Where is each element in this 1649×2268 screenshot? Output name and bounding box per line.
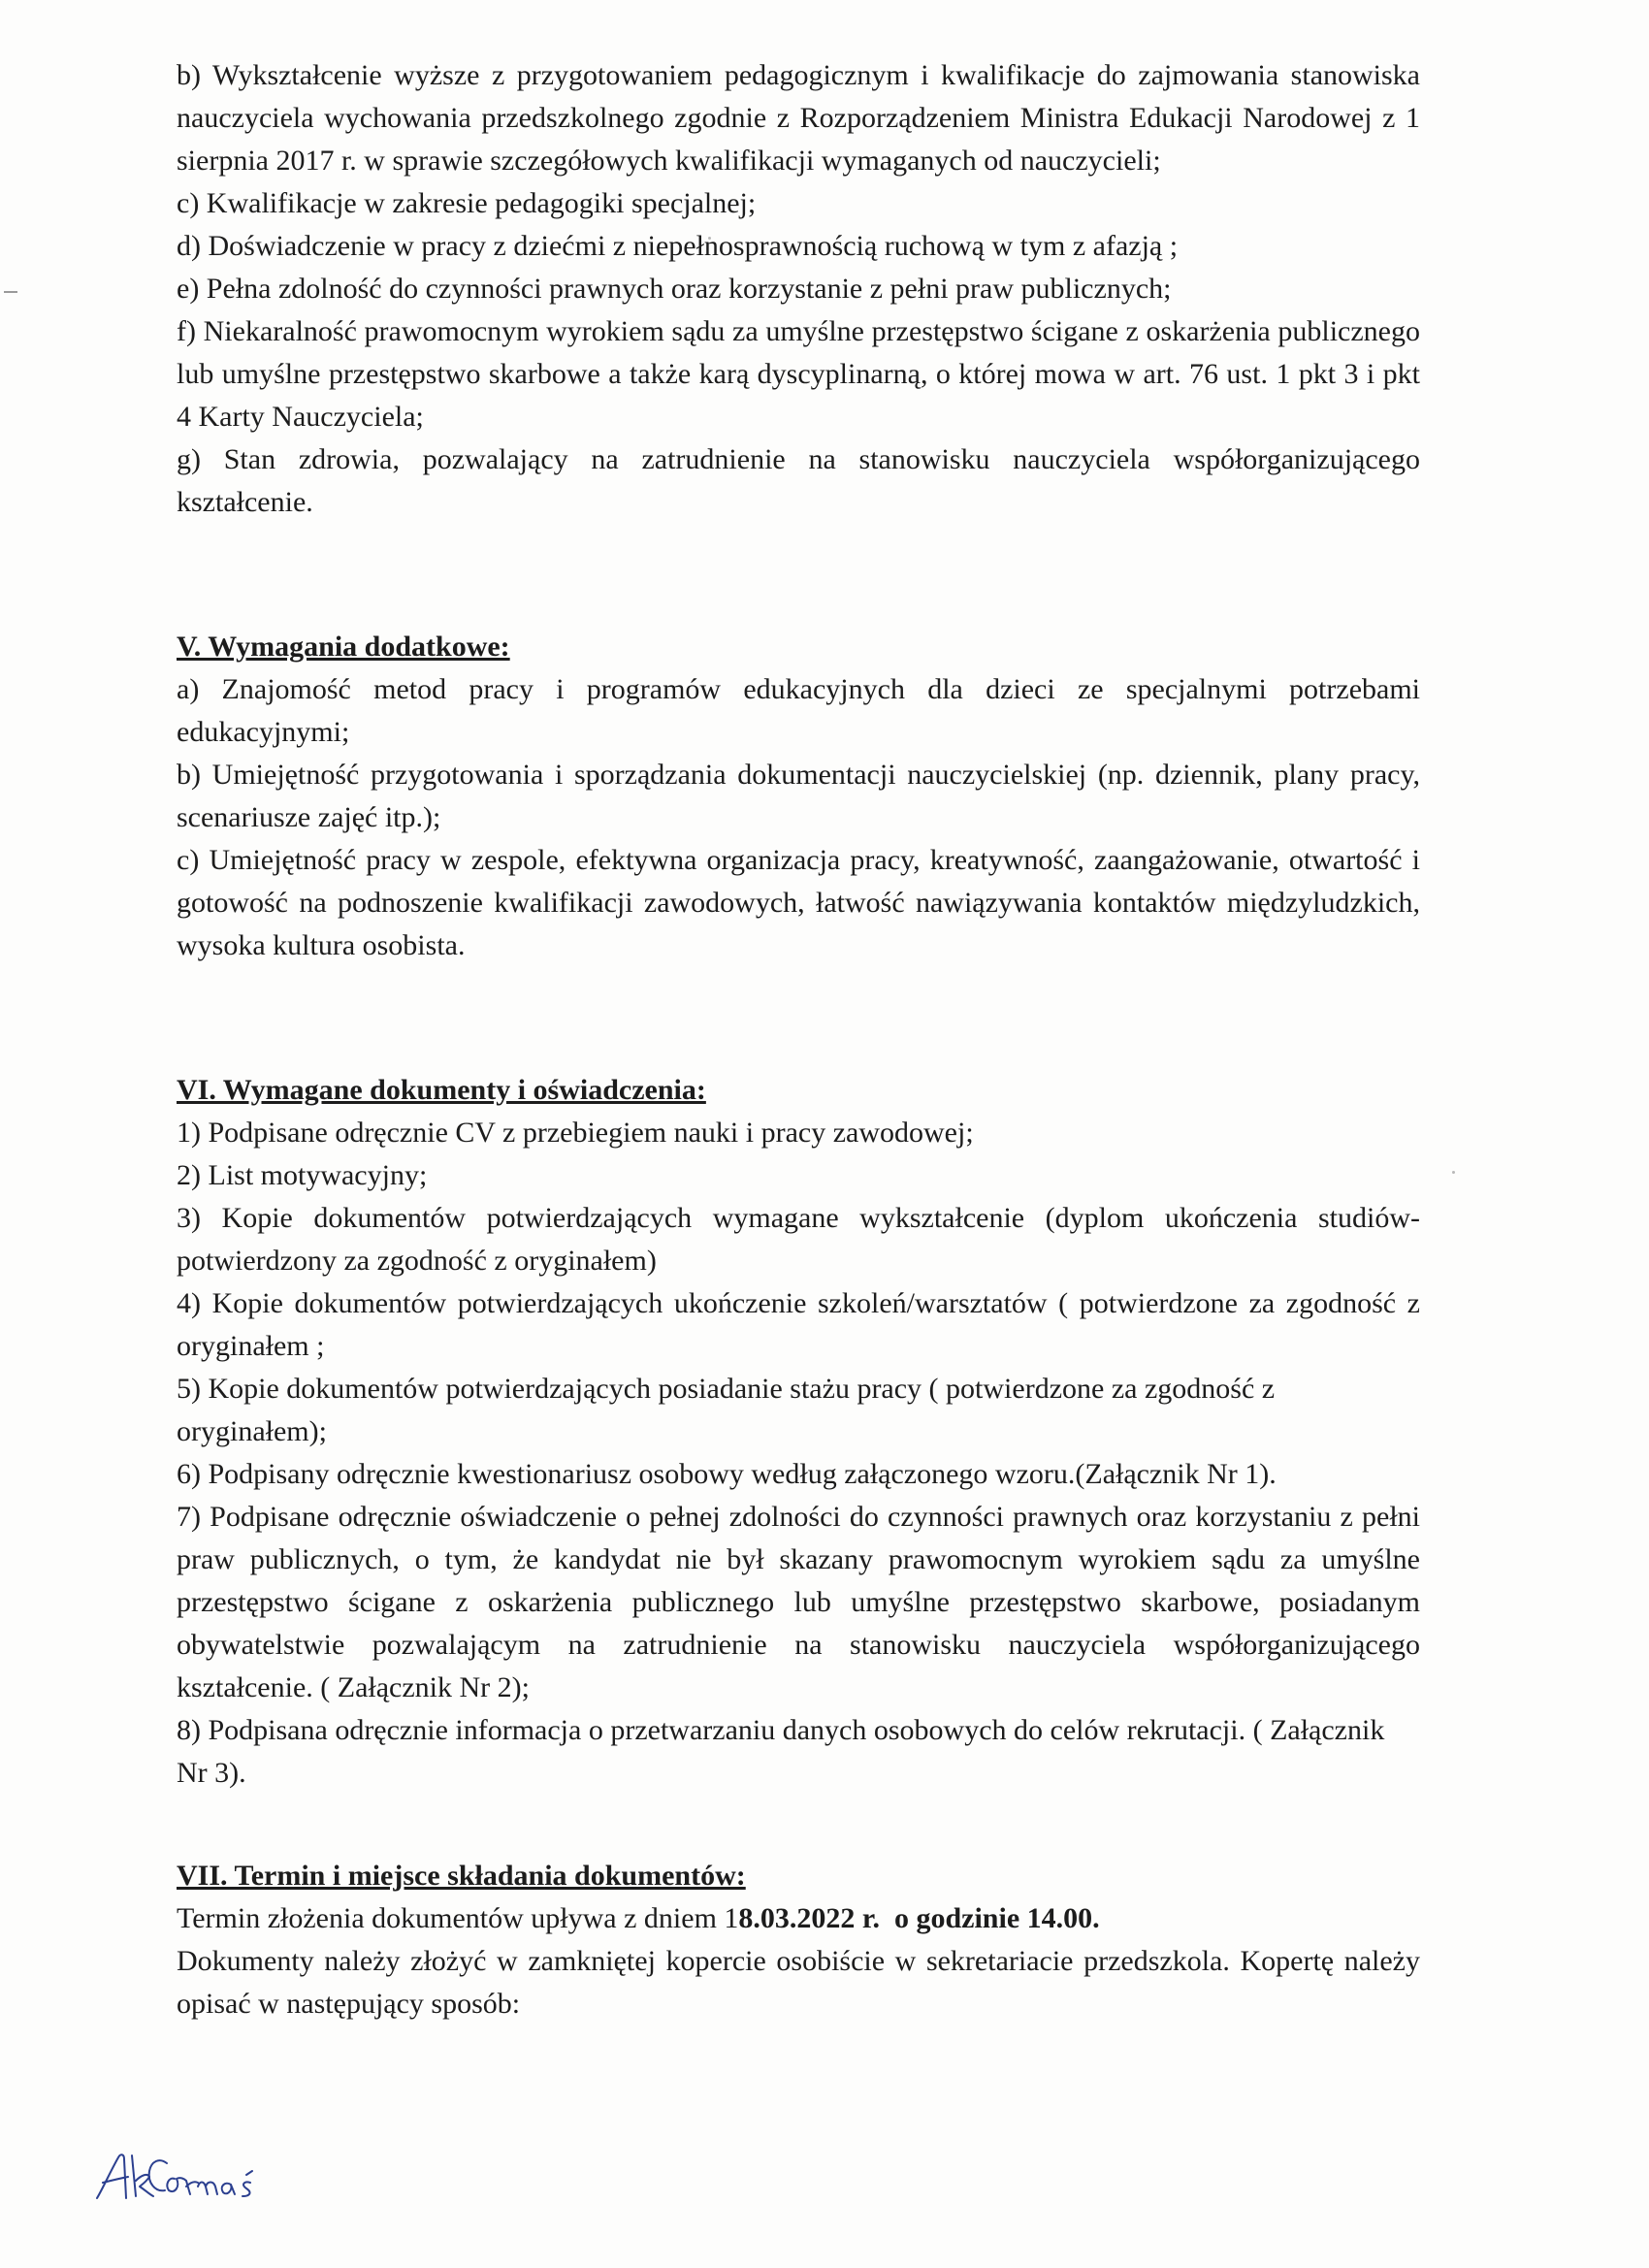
additional-requirement-c: c) Umiejętność pracy w zespole, efektywna organizacja pracy, kreatywność, zaangażowanie, otwartość i gotowość na podnoszenie kwalifikacji zawodowych, łatwość nawiązywania kontaktów międzyludzkich, wysoka kultura osobista. — [177, 844, 1420, 961]
section-vii-heading: VII. Termin i miejsce składania dokumentów: — [177, 1860, 746, 1892]
section-spacer — [177, 967, 1420, 1069]
deadline-prefix: Termin złożenia dokumentów upływa z dniem 1 — [177, 1902, 739, 1934]
additional-requirement-b: b) Umiejętność przygotowania i sporządzania dokumentacji nauczycielskiej (np. dziennik, plany pracy, scenariusze zajęć itp.); — [177, 759, 1420, 833]
section-vi-heading: VI. Wymagane dokumenty i oświadczenia: — [177, 1074, 706, 1106]
document-item-2: 2) List motywacyjny; — [177, 1159, 428, 1191]
requirement-g: g) Stan zdrowia, pozwalający na zatrudnienie na stanowisku nauczyciela współorganizującego kształcenie. — [177, 443, 1420, 518]
document-item-5: 5) Kopie dokumentów potwierdzających posiadanie stażu pracy ( potwierdzone za zgodność z oryginałem); — [177, 1373, 1276, 1447]
requirement-b: b) Wykształcenie wyższe z przygotowaniem pedagogicznym i kwalifikacje do zajmowania stanowiska nauczyciela wychowania przedszkolnego zgodnie z Rozporządzeniem Ministra Edukacji Narodowej z 1 sierpnia 2017 r. w sprawie szczegółowych kwalifikacji wymaganych od nauczycieli; — [177, 59, 1420, 177]
section-spacer — [177, 524, 1420, 626]
requirement-d: d) Doświadczenie w pracy z dziećmi z niepełnosprawnością ruchową w tym z afazją ; — [177, 230, 1179, 262]
requirement-c: c) Kwalifikacje w zakresie pedagogiki specjalnej; — [177, 187, 757, 219]
delivery-instructions: Dokumenty należy złożyć w zamkniętej kopercie osobiście w sekretariacie przedszkola. Kopertę należy opisać w następujący sposób: — [177, 1945, 1420, 2020]
deadline-spacer — [880, 1902, 894, 1934]
scan-edge-mark — [4, 291, 17, 293]
deadline-time: o godzinie 14.00. — [893, 1902, 1100, 1934]
scan-speck — [1452, 1171, 1455, 1174]
deadline-line — [177, 1897, 1420, 1940]
additional-requirement-a: a) Znajomość metod pracy i programów edukacyjnych dla dzieci ze specjalnymi potrzebami edukacyjnymi; — [177, 673, 1420, 748]
deadline-date: 8.03.2022 r. — [738, 1902, 880, 1934]
section-spacer — [177, 1795, 1420, 1855]
requirement-e: e) Pełna zdolność do czynności prawnych oraz korzystanie z pełni praw publicznych; — [177, 273, 1172, 305]
requirement-f: f) Niekaralność prawomocnym wyrokiem sądu za umyślne przestępstwo ścigane z oskarżenia publicznego lub umyślne przestępstwo skarbowe a także karą dyscyplinarną, o której mowa w art. 76 ust. 1 pkt 3 i pkt 4 Karty Nauczyciela; — [177, 315, 1420, 433]
document-item-7: 7) Podpisane odręcznie oświadczenie o pełnej zdolności do czynności prawnych oraz korzystaniu z pełni praw publicznych, o tym, że kandydat nie był skazany prawomocnym wyrokiem sądu za umyślne przestępstwo ścigane z oskarżenia publicznego lub umyślne przestępstwo skarbowe, posiadanym obywatelstwie pozwalającym na zatrudnienie na stanowisku nauczyciela współorganizującego kształcenie. ( Załącznik Nr 2); — [177, 1501, 1420, 1703]
document-body — [177, 54, 1420, 2025]
document-item-3: 3) Kopie dokumentów potwierdzających wymagane wykształcenie (dyplom ukończenia studiów- potwierdzony za zgodność z oryginałem) — [177, 1202, 1420, 1277]
document-item-6: 6) Podpisany odręcznie kwestionariusz osobowy według załączonego wzoru.(Załącznik Nr 1). — [177, 1458, 1277, 1490]
document-item-1: 1) Podpisane odręcznie CV z przebiegiem nauki i pracy zawodowej; — [177, 1117, 974, 1149]
document-item-8: 8) Podpisana odręcznie informacja o przetwarzaniu danych osobowych do celów rekrutacji. ( Załącznik Nr 3). — [177, 1714, 1385, 1789]
section-v-heading: V. Wymagania dodatkowe: — [177, 631, 510, 663]
handwritten-signature — [85, 2138, 270, 2216]
document-item-4: 4) Kopie dokumentów potwierdzających ukończenie szkoleń/warsztatów ( potwierdzone za zgodność z oryginałem ; — [177, 1287, 1420, 1362]
